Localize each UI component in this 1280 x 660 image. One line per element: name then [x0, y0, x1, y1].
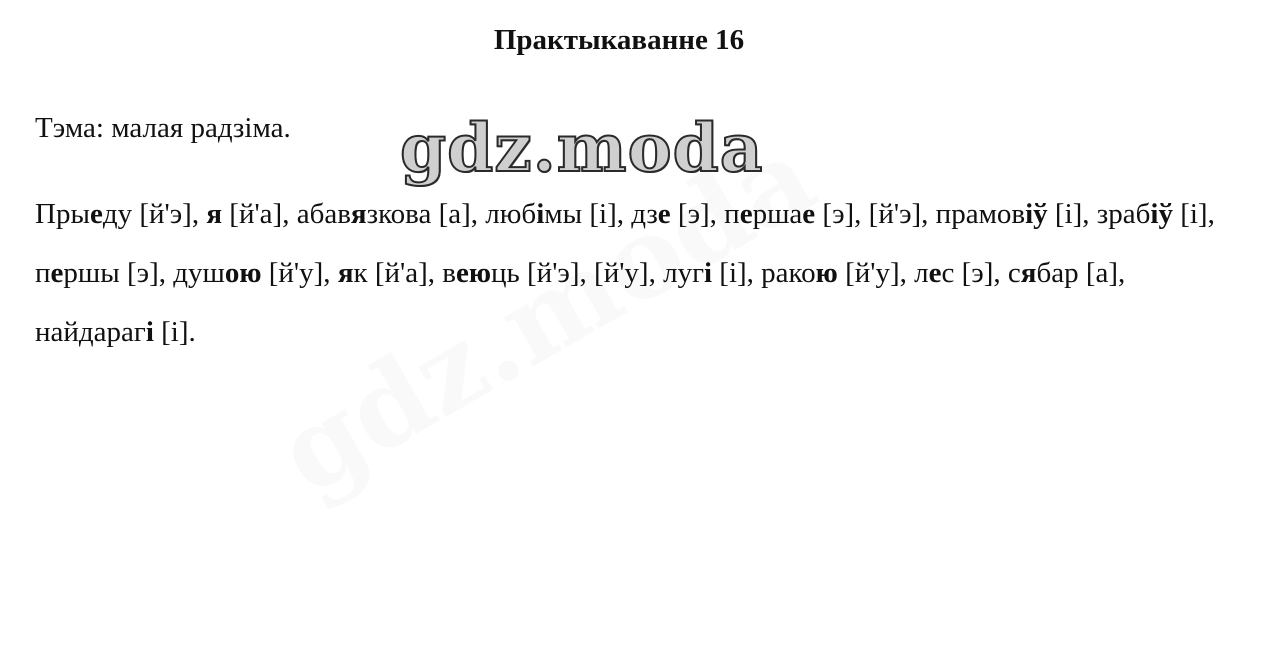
text-segment: [й'у], [261, 257, 338, 289]
topic-line: Тэма: малая радзіма. [35, 112, 291, 144]
text-segment: ршы [э], душ [63, 257, 225, 289]
text-segment: [й'а], абав [222, 198, 351, 230]
highlighted-letter: я [1020, 257, 1037, 289]
text-segment: мы [і], дз [544, 198, 658, 230]
highlighted-letter: і [703, 257, 713, 289]
text-segment: ду [й'э], [102, 198, 207, 230]
text-segment: Пры [35, 198, 90, 230]
text-segment: [і]. [153, 316, 196, 348]
highlighted-letter: і [536, 198, 545, 230]
highlighted-letter: я [350, 198, 367, 230]
text-segment: [і], п [35, 198, 1215, 289]
text-segment: рша [752, 198, 803, 230]
highlighted-letter: е [657, 198, 671, 230]
text-segment: [э], п [670, 198, 740, 230]
highlighted-letter: е [89, 198, 103, 230]
text-segment: [э], [й'э], прамов [815, 198, 1026, 230]
highlighted-letter: е [50, 257, 64, 289]
highlighted-letter: іў [1150, 198, 1173, 230]
text-segment: к [й'а], в [353, 257, 456, 289]
exercise-title: Практыкаванне 16 [493, 24, 745, 56]
text-segment: [і], рако [712, 257, 816, 289]
text-segment: [й'у], л [837, 257, 929, 289]
text-segment: бар [а], найдараг [35, 257, 1126, 348]
text-segment: зкова [а], люб [366, 198, 537, 230]
exercise-answer-text [35, 185, 1235, 362]
highlighted-letter: ю [815, 257, 838, 289]
highlighted-letter: ею [455, 257, 492, 289]
highlighted-letter: е [928, 257, 942, 289]
text-segment: ць [й'э], [й'у], луг [491, 257, 704, 289]
text-segment: [і], зраб [1047, 198, 1151, 230]
highlighted-letter: і [145, 316, 154, 348]
highlighted-letter: ою [224, 257, 262, 289]
highlighted-letter: іў [1025, 198, 1048, 230]
highlighted-letter: я [206, 198, 223, 230]
highlighted-letter: я [337, 257, 354, 289]
site-watermark-logo: gdz.moda [400, 109, 764, 187]
highlighted-letter: е [802, 198, 816, 230]
text-segment: с [э], с [941, 257, 1021, 289]
highlighted-letter: е [739, 198, 753, 230]
